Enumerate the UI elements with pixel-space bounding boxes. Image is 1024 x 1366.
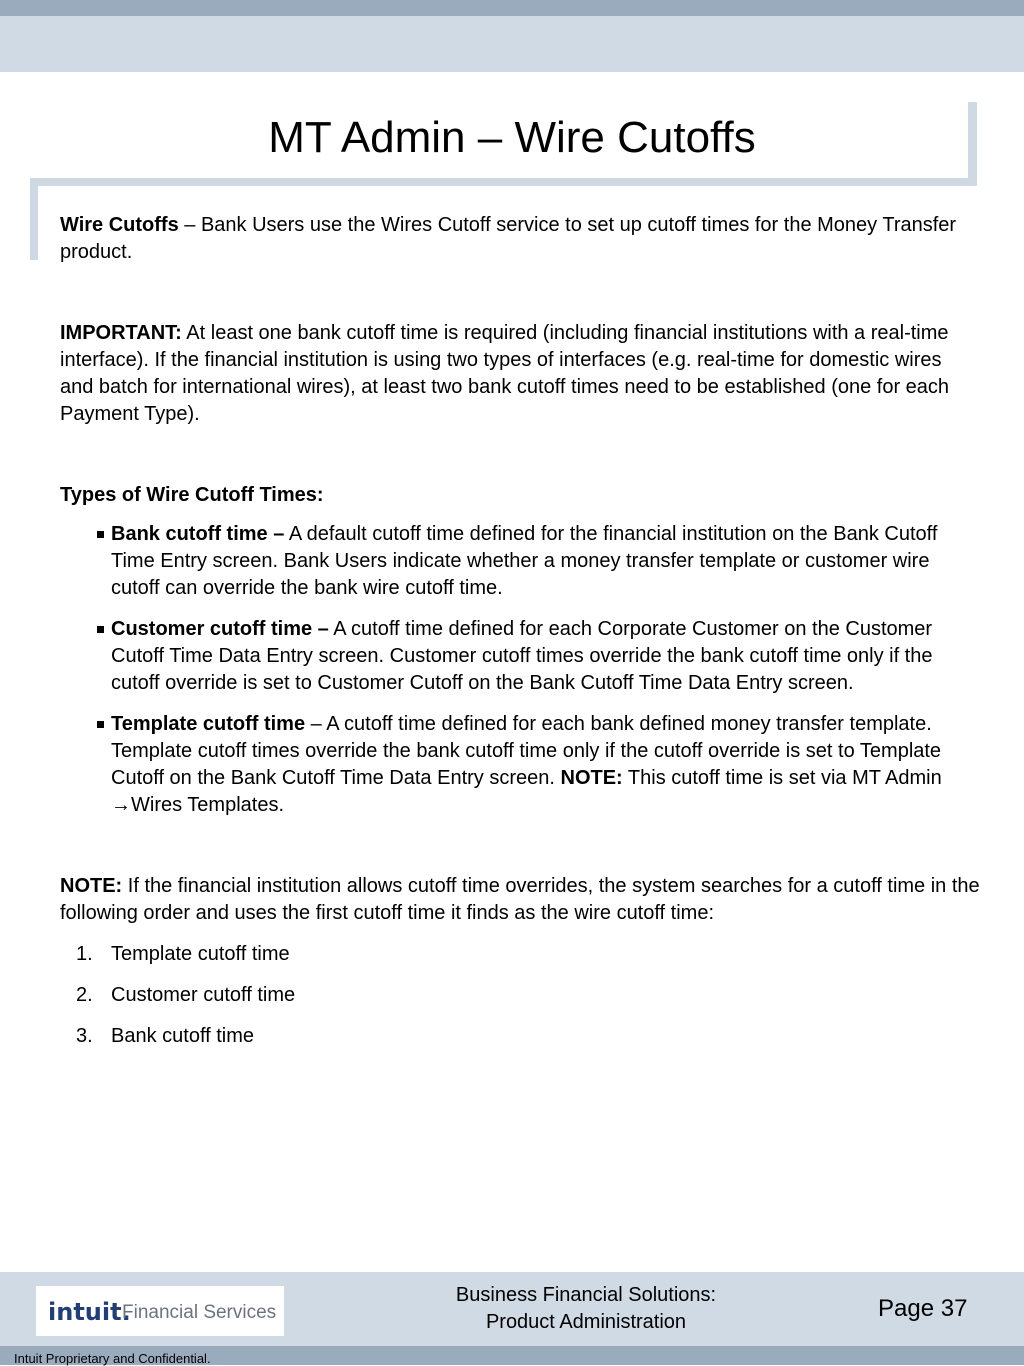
top-band (0, 16, 1024, 72)
item-term: Bank cutoff time – (111, 523, 285, 545)
top-stripe (0, 0, 1024, 16)
slide-content (60, 212, 980, 1064)
note-paragraph (60, 873, 980, 927)
intuit-logo (36, 1286, 284, 1336)
item-text: Customer cutoff time (111, 984, 296, 1006)
list-item (60, 616, 980, 697)
item-text: – A cutoff time defined for each bank defined money transfer template. Template cutoff times override the bank cutoff time only if the cutoff override is set to Template Cutoff on the Bank Cutoff Time Data Entry screen. (111, 713, 942, 789)
item-term: Template cutoff time (111, 713, 306, 735)
item-text: A cutoff time defined for each Corporate Customer on the Customer Cutoff Time Data Entry screen. Customer cutoff times override the bank cutoff time only if the cutoff override is set to Customer Cutoff on the Bank Cutoff Time Data Entry screen. (111, 618, 933, 694)
footer-title (386, 1282, 786, 1336)
list-item (60, 711, 980, 819)
types-heading: Types of Wire Cutoff Times: (60, 484, 324, 506)
item-term: Customer cutoff time – (111, 618, 329, 640)
item-number: 3. (76, 1025, 93, 1047)
item-number: 2. (76, 984, 93, 1006)
note-text: If the financial institution allows cutoff time overrides, the system searches for a cutoff time in the following order and uses the first cutoff time it finds as the wire cutoff time: (60, 875, 980, 924)
logo-subtitle: Financial Services (122, 1302, 277, 1323)
title-frame-bottom (30, 178, 977, 186)
important-text: At least one bank cutoff time is required (including financial institutions with a real-time interface). If the financial institution is using two types of interfaces (e.g. real-time for domestic wires and batch for international wires), at least two bank cutoff times need to be established (one for each Payment Type). (60, 322, 950, 425)
intro-term: Wire Cutoffs (60, 214, 179, 236)
important-paragraph (60, 320, 980, 428)
list-item (60, 941, 980, 968)
item-text: Template cutoff time (111, 943, 290, 965)
logo-wordmark: intuit. (48, 1298, 131, 1326)
item-text: Bank cutoff time (111, 1025, 255, 1047)
item-text: A default cutoff time defined for the financial institution on the Bank Cutoff Time Entry screen. Bank Users indicate whether a money transfer template or customer wire cutoff can override the bank wire cutoff time. (111, 523, 938, 599)
cutoff-types-list (60, 521, 980, 819)
footer-title-line2: Product Administration (485, 1311, 687, 1333)
important-label: IMPORTANT: (60, 322, 182, 344)
page-title: MT Admin – Wire Cutoffs (268, 113, 756, 162)
confidential-notice: Intuit Proprietary and Confidential. (14, 1351, 211, 1366)
list-item (60, 1023, 980, 1050)
note-label: NOTE: (60, 875, 123, 897)
list-item (60, 982, 980, 1009)
search-order-list (60, 941, 980, 1050)
item-note-label: NOTE: (560, 767, 623, 789)
page-number: Page 37 (878, 1295, 968, 1322)
list-item (60, 521, 980, 602)
intro-text: – Bank Users use the Wires Cutoff service to set up cutoff times for the Money Transfer product. (60, 214, 957, 263)
intro-paragraph (60, 212, 980, 266)
footer-title-line1: Business Financial Solutions: (455, 1284, 717, 1306)
item-number: 1. (76, 943, 93, 965)
title-frame-left (30, 178, 38, 260)
item-note-text: This cutoff time is set via MT Admin →Wires Templates. (111, 767, 942, 816)
